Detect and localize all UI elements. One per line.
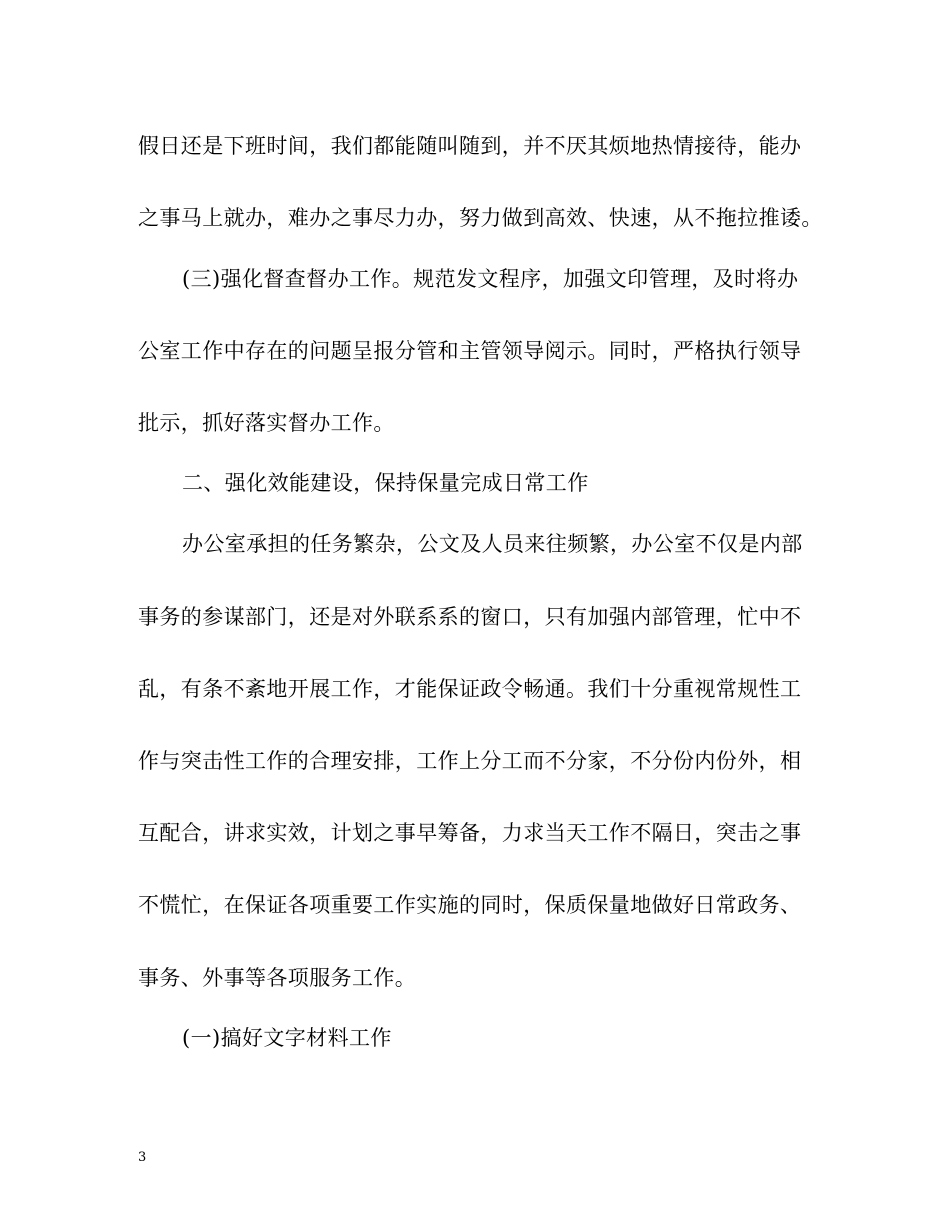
paragraph-line: 作与突击性工作的合理安排，工作上分工而不分家，不分份内份外，相	[138, 749, 802, 773]
paragraph-line: 事务的参谋部门，还是对外联系系的窗口，只有加强内部管理，忙中不	[138, 605, 802, 629]
paragraph-line: 之事马上就办，难办之事尽力办，努力做到高效、快速，从不拖拉推诿。	[138, 206, 823, 230]
page-number: 3	[138, 1150, 147, 1165]
paragraph-line: 互配合，讲求实效，计划之事早筹备，力求当天工作不隔日，突击之事	[138, 821, 802, 845]
section-heading: 二、强化效能建设，保持保量完成日常工作	[182, 471, 589, 495]
paragraph-line: 事务、外事等各项服务工作。	[138, 966, 417, 990]
paragraph-line: 不慌忙，在保证各项重要工作实施的同时，保质保量地做好日常政务、	[138, 893, 802, 917]
paragraph-line: (三)强化督查督办工作。规范发文程序，加强文印管理，及时将办	[182, 267, 799, 291]
paragraph-line: 乱，有条不紊地开展工作，才能保证政令畅通。我们十分重视常规性工	[138, 677, 802, 701]
paragraph-line: 假日还是下班时间，我们都能随叫随到，并不厌其烦地热情接待，能办	[138, 134, 802, 158]
paragraph-line: 公室工作中存在的问题呈报分管和主管领导阅示。同时，严格执行领导	[138, 339, 802, 363]
subsection-heading: (一)搞好文字材料工作	[182, 1026, 392, 1050]
paragraph-line: 批示，抓好落实督办工作。	[138, 411, 395, 435]
paragraph-line: 办公室承担的任务繁杂，公文及人员来往频繁，办公室不仅是内部	[182, 532, 803, 556]
